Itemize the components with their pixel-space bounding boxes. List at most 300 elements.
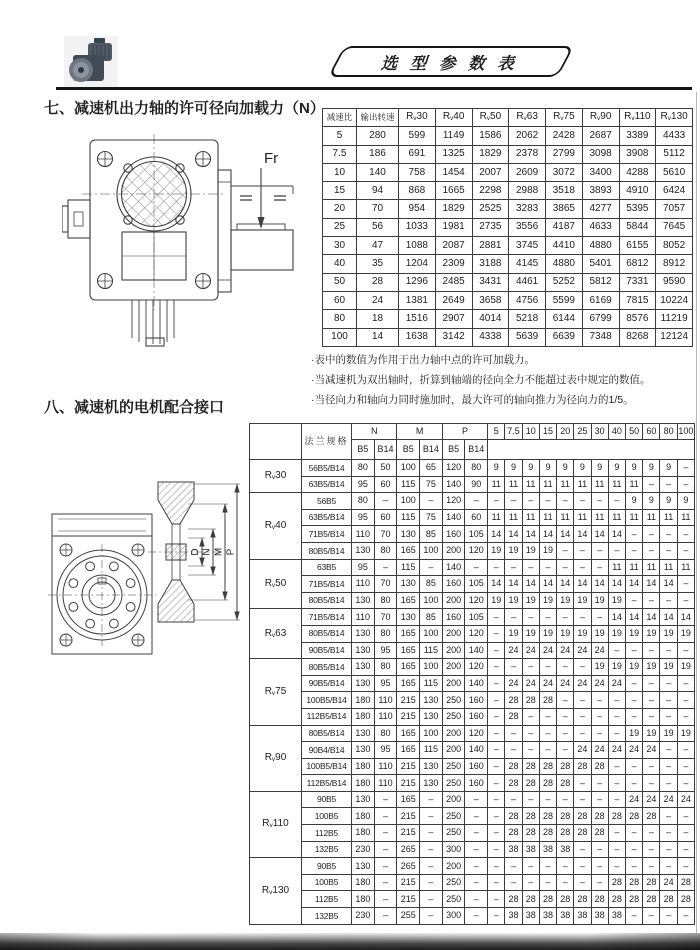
dim-cell: 140 xyxy=(465,742,488,759)
ratio-cell: 24 xyxy=(522,642,539,659)
cell: 3908 xyxy=(619,145,656,163)
dim-cell: – xyxy=(420,791,443,808)
dim-cell: – xyxy=(465,493,488,510)
cell: 1033 xyxy=(399,218,436,236)
ratio-cell: – xyxy=(677,708,694,725)
dim-cell: 80 xyxy=(352,460,375,477)
ratio-cell: – xyxy=(488,874,505,891)
ratio-cell: 38 xyxy=(522,841,539,858)
ratio-cell: 24 xyxy=(626,742,643,759)
dim-cell: – xyxy=(420,908,443,925)
ratio-cell: 28 xyxy=(505,692,522,709)
ratio-cell: – xyxy=(677,841,694,858)
ratio-cell: 28 xyxy=(626,891,643,908)
ratio-cell: 24 xyxy=(626,791,643,808)
dim-cell: 80 xyxy=(374,625,397,642)
gearbox-side-view xyxy=(48,482,240,654)
ratio-cell: – xyxy=(677,460,694,477)
dim-cell: 165 xyxy=(397,592,420,609)
dim-cell: 130 xyxy=(352,791,375,808)
model-cell: Rv50 xyxy=(250,559,302,609)
ratio-cell: – xyxy=(539,659,556,676)
ratio-cell: – xyxy=(505,791,522,808)
ratio-cell: – xyxy=(574,542,591,559)
flange-cell: 100B5 xyxy=(302,874,352,891)
header-rule xyxy=(56,87,692,90)
notes-block xyxy=(311,350,651,410)
cell: 60 xyxy=(323,291,357,309)
dim-cell: – xyxy=(465,874,488,891)
dim-cell: 120 xyxy=(442,460,465,477)
ratio-cell: – xyxy=(522,659,539,676)
cell: 6639 xyxy=(546,328,583,346)
ratio-cell: – xyxy=(660,841,677,858)
dim-cell: 130 xyxy=(420,692,443,709)
ratio-cell: 14 xyxy=(626,609,643,626)
ratio-cell: 9 xyxy=(591,460,608,477)
dim-cell: 130 xyxy=(420,758,443,775)
cell: 3893 xyxy=(582,182,619,200)
ratio-cell: 19 xyxy=(539,542,556,559)
ratio-cell: – xyxy=(660,758,677,775)
dim-cell: 70 xyxy=(374,576,397,593)
dim-cell: 140 xyxy=(442,509,465,526)
ratio-cell: 24 xyxy=(574,675,591,692)
ratio-cell: 28 xyxy=(574,758,591,775)
model-subscript: v xyxy=(560,115,564,123)
force-label: Fr xyxy=(264,150,279,167)
ratio-cell: – xyxy=(539,609,556,626)
ratio-cell: – xyxy=(591,559,608,576)
table-row xyxy=(250,526,695,543)
ratio-cell: 19 xyxy=(677,725,694,742)
ratio-cell: – xyxy=(643,908,660,925)
cell: 3283 xyxy=(509,200,546,218)
ratio-cell: – xyxy=(591,775,608,792)
ratio-cell: 28 xyxy=(574,891,591,908)
dim-cell: 160 xyxy=(442,609,465,626)
table-row xyxy=(323,182,693,200)
cell: 3188 xyxy=(472,255,509,273)
flange-cell: 80B5/B14 xyxy=(302,592,352,609)
ratio-cell: 9 xyxy=(608,460,625,477)
ratio-cell: 19 xyxy=(608,625,625,642)
ratio-cell: – xyxy=(488,708,505,725)
table-row xyxy=(250,493,695,510)
model-subscript: v xyxy=(450,115,454,123)
ratio-cell: 28 xyxy=(608,874,625,891)
ratio-cell: – xyxy=(505,659,522,676)
ratio-cell: 38 xyxy=(557,908,574,925)
cell: 2309 xyxy=(435,255,472,273)
cell: 56 xyxy=(357,218,399,236)
ratio-header: 100 xyxy=(677,424,694,440)
dim-cell: 85 xyxy=(420,609,443,626)
ratio-cell: – xyxy=(626,858,643,875)
cell: 1981 xyxy=(435,218,472,236)
dim-cell: 95 xyxy=(374,675,397,692)
ratio-cell: – xyxy=(591,692,608,709)
mount-subheader: B5 xyxy=(397,440,420,460)
ratio-cell: 28 xyxy=(522,775,539,792)
ratio-cell: 11 xyxy=(574,476,591,493)
table-row xyxy=(250,476,695,493)
column-header: Rv63 xyxy=(509,109,546,127)
mount-subheader: B14 xyxy=(420,440,443,460)
cell: 2609 xyxy=(509,163,546,181)
ratio-cell: – xyxy=(488,825,505,842)
flange-cell: 100B5 xyxy=(302,808,352,825)
cell: 10 xyxy=(323,163,357,181)
ratio-cell: 11 xyxy=(643,559,660,576)
gearbox-front-view xyxy=(62,134,293,346)
dim-cell: 200 xyxy=(442,592,465,609)
dim-cell: 160 xyxy=(465,692,488,709)
table-row xyxy=(250,692,695,709)
ratio-cell: – xyxy=(677,476,694,493)
cell: 1829 xyxy=(472,145,509,163)
dim-cell: – xyxy=(465,908,488,925)
ratio-cell: 28 xyxy=(505,775,522,792)
ratio-cell: – xyxy=(488,858,505,875)
cell: 1381 xyxy=(399,291,436,309)
ratio-cell: – xyxy=(488,642,505,659)
ratio-cell: – xyxy=(488,775,505,792)
ratio-cell: 19 xyxy=(522,592,539,609)
ratio-cell: 24 xyxy=(539,642,556,659)
ratio-cell: 9 xyxy=(488,460,505,477)
ratio-cell: – xyxy=(591,791,608,808)
cell: 35 xyxy=(357,255,399,273)
ratio-cell: 24 xyxy=(522,675,539,692)
ratio-cell: 28 xyxy=(626,808,643,825)
radial-load-table xyxy=(322,108,693,347)
ratio-cell: – xyxy=(557,542,574,559)
ratio-cell: 11 xyxy=(643,509,660,526)
dim-cell: 200 xyxy=(442,675,465,692)
ratio-cell: 11 xyxy=(677,559,694,576)
ratio-cell: 38 xyxy=(522,908,539,925)
ratio-header: 5 xyxy=(488,424,505,440)
cell: 280 xyxy=(357,127,399,145)
column-header: 减速比 xyxy=(323,109,357,127)
ratio-cell: – xyxy=(608,841,625,858)
ratio-cell: – xyxy=(660,742,677,759)
ratio-cell: 28 xyxy=(522,692,539,709)
dim-cell: 180 xyxy=(352,891,375,908)
dim-cell: 160 xyxy=(442,576,465,593)
ratio-cell: – xyxy=(557,692,574,709)
dim-cell: 160 xyxy=(465,758,488,775)
ratio-cell: 14 xyxy=(557,526,574,543)
dim-cell: 110 xyxy=(352,526,375,543)
table-row xyxy=(323,200,693,218)
column-header: Rv40 xyxy=(435,109,472,127)
cell: 4880 xyxy=(582,237,619,255)
ratio-cell: 28 xyxy=(608,891,625,908)
ratio-cell: – xyxy=(574,692,591,709)
dim-cell: 50 xyxy=(374,460,397,477)
table-row xyxy=(250,742,695,759)
model-subscript: v xyxy=(269,822,273,830)
ratio-cell: 24 xyxy=(677,791,694,808)
cell: 4433 xyxy=(656,127,693,145)
dim-cell: 215 xyxy=(397,775,420,792)
ratio-cell: – xyxy=(557,493,574,510)
ratio-cell: 28 xyxy=(660,891,677,908)
dim-cell: 130 xyxy=(352,675,375,692)
section8-title: 八、减速机的电机配合接口 xyxy=(44,399,225,416)
ratio-cell: 19 xyxy=(574,625,591,642)
ratio-cell: – xyxy=(574,609,591,626)
ratio-cell: 28 xyxy=(557,775,574,792)
model-subscript: v xyxy=(271,523,276,531)
ratio-cell: 14 xyxy=(539,576,556,593)
ratio-header: 50 xyxy=(626,424,643,440)
ratio-cell: – xyxy=(608,825,625,842)
cell: 25 xyxy=(323,218,357,236)
dim-cell: 200 xyxy=(442,858,465,875)
dim-cell: – xyxy=(465,808,488,825)
dim-cell: – xyxy=(374,559,397,576)
cell: 47 xyxy=(357,237,399,255)
dim-cell: 215 xyxy=(397,708,420,725)
cell: 4410 xyxy=(546,237,583,255)
dim-cell: 60 xyxy=(374,509,397,526)
ratio-cell: 9 xyxy=(660,460,677,477)
ratio-cell: – xyxy=(677,742,694,759)
cell: 1325 xyxy=(435,145,472,163)
ratio-cell: 11 xyxy=(626,559,643,576)
ratio-cell: – xyxy=(505,858,522,875)
table-row xyxy=(250,460,695,477)
cell: 5844 xyxy=(619,218,656,236)
ratio-cell: – xyxy=(505,725,522,742)
dim-cell: 110 xyxy=(374,692,397,709)
dim-cell: 215 xyxy=(397,825,420,842)
radial-load-drawing xyxy=(62,112,320,350)
ratio-cell: – xyxy=(539,725,556,742)
ratio-cell: 24 xyxy=(505,642,522,659)
dim-cell: – xyxy=(374,493,397,510)
section7-title: 七、减速机出力轴的许可径向加载力（N） xyxy=(44,100,325,117)
dim-cell: 130 xyxy=(352,742,375,759)
dim-cell: 140 xyxy=(442,476,465,493)
cell: 691 xyxy=(399,145,436,163)
ratio-cell: 11 xyxy=(677,509,694,526)
ratio-cell: – xyxy=(574,559,591,576)
table-row xyxy=(250,891,695,908)
cell: 4756 xyxy=(509,291,546,309)
table-row xyxy=(250,808,695,825)
model-cell: Rv75 xyxy=(250,659,302,725)
ratio-cell: 24 xyxy=(591,742,608,759)
cell: 2525 xyxy=(472,200,509,218)
ratio-cell: – xyxy=(608,791,625,808)
cell: 6424 xyxy=(656,182,693,200)
dim-cell: 80 xyxy=(374,725,397,742)
cell: 5218 xyxy=(509,310,546,328)
ratio-cell: – xyxy=(488,659,505,676)
ratio-cell: 19 xyxy=(626,625,643,642)
ratio-cell: 14 xyxy=(660,609,677,626)
ratio-cell: 19 xyxy=(574,592,591,609)
ratio-cell: – xyxy=(522,708,539,725)
mount-subheader: B14 xyxy=(374,440,397,460)
dim-cell: 105 xyxy=(465,609,488,626)
table-row xyxy=(323,273,693,291)
dim-cell: – xyxy=(465,841,488,858)
dim-cell: 60 xyxy=(374,476,397,493)
dim-cell: 215 xyxy=(397,874,420,891)
dim-cell: 130 xyxy=(352,592,375,609)
ratio-cell: 28 xyxy=(557,891,574,908)
cell: 3518 xyxy=(546,182,583,200)
dim-cell: 265 xyxy=(397,858,420,875)
ratio-cell: – xyxy=(643,526,660,543)
cell: 8912 xyxy=(656,255,693,273)
ratio-cell: 19 xyxy=(488,542,505,559)
dim-cell: 165 xyxy=(397,642,420,659)
flange-cell: 90B5 xyxy=(302,858,352,875)
ratio-cell: 14 xyxy=(626,576,643,593)
dim-cell: 100 xyxy=(397,460,420,477)
ratio-cell: – xyxy=(626,692,643,709)
ratio-cell: – xyxy=(557,609,574,626)
ratio-header: 30 xyxy=(591,424,608,440)
ratio-cell: – xyxy=(522,609,539,626)
cell: 5 xyxy=(323,127,357,145)
table-row xyxy=(250,576,695,593)
cell: 1516 xyxy=(399,310,436,328)
dim-cell: 110 xyxy=(352,576,375,593)
ratio-cell: – xyxy=(574,858,591,875)
dim-cell: – xyxy=(374,841,397,858)
dim-cell: 180 xyxy=(352,808,375,825)
ratio-cell: – xyxy=(643,825,660,842)
cell: 1829 xyxy=(435,200,472,218)
ratio-cell: 28 xyxy=(643,808,660,825)
cell: 2649 xyxy=(435,291,472,309)
ratio-cell: – xyxy=(643,758,660,775)
dim-cell: 100 xyxy=(397,493,420,510)
table-row xyxy=(250,758,695,775)
ratio-cell: 14 xyxy=(643,576,660,593)
dim-cell: 115 xyxy=(397,559,420,576)
model-subscript: v xyxy=(597,115,601,123)
cell: 100 xyxy=(323,328,357,346)
dim-cell: 115 xyxy=(420,642,443,659)
ratio-cell: – xyxy=(591,858,608,875)
ratio-cell: 24 xyxy=(557,675,574,692)
dim-cell: 105 xyxy=(465,526,488,543)
ratio-cell: 9 xyxy=(660,493,677,510)
cell: 954 xyxy=(399,200,436,218)
dim-cell: 100 xyxy=(420,659,443,676)
dim-cell: 160 xyxy=(442,526,465,543)
cell: 3745 xyxy=(509,237,546,255)
radial-load-head-row xyxy=(323,109,693,127)
dim-cell: 200 xyxy=(442,625,465,642)
ratio-cell: – xyxy=(522,559,539,576)
cell: 4014 xyxy=(472,310,509,328)
ratio-cell: 24 xyxy=(557,642,574,659)
ratio-cell: 19 xyxy=(505,542,522,559)
ratio-cell: 28 xyxy=(591,808,608,825)
dim-cell: 250 xyxy=(442,874,465,891)
dim-cell: 100 xyxy=(420,625,443,642)
cell: 2378 xyxy=(509,145,546,163)
ratio-cell: – xyxy=(660,858,677,875)
dim-cell: 130 xyxy=(352,858,375,875)
cell: 599 xyxy=(399,127,436,145)
ratio-cell: – xyxy=(488,609,505,626)
ratio-cell: – xyxy=(677,526,694,543)
dim-cell: 130 xyxy=(352,659,375,676)
ratio-cell: – xyxy=(488,692,505,709)
ratio-cell: – xyxy=(557,742,574,759)
ratio-cell: – xyxy=(626,708,643,725)
flange-cell: 80B5/B14 xyxy=(302,542,352,559)
ratio-cell: – xyxy=(591,841,608,858)
cell: 10224 xyxy=(656,291,693,309)
dim-cell: 80 xyxy=(465,460,488,477)
page-edge-bottom xyxy=(0,933,700,950)
ratio-cell: 38 xyxy=(574,908,591,925)
table-row xyxy=(250,642,695,659)
ratio-cell: 28 xyxy=(539,825,556,842)
model-subscript: v xyxy=(271,473,276,481)
ratio-cell: – xyxy=(677,692,694,709)
flange-cell: 80B5/B14 xyxy=(302,725,352,742)
ratio-cell: 9 xyxy=(574,460,591,477)
table-row xyxy=(250,559,695,576)
ratio-cell: – xyxy=(660,775,677,792)
table-row xyxy=(250,841,695,858)
dim-cell: 110 xyxy=(352,609,375,626)
dim-cell: 250 xyxy=(442,692,465,709)
ratio-cell: 38 xyxy=(539,908,556,925)
ratio-cell: – xyxy=(591,874,608,891)
cell: 5639 xyxy=(509,328,546,346)
flange-cell: 71B5/B14 xyxy=(302,576,352,593)
ratio-cell: 24 xyxy=(608,742,625,759)
flange-cell: 80B5/B14 xyxy=(302,625,352,642)
radial-load-body xyxy=(323,127,693,347)
dim-cell: 100 xyxy=(420,725,443,742)
ratio-cell: – xyxy=(557,858,574,875)
cell: 15 xyxy=(323,182,357,200)
ratio-cell: 11 xyxy=(608,509,625,526)
table-row xyxy=(250,725,695,742)
ratio-cell: 28 xyxy=(539,808,556,825)
ratio-cell: 11 xyxy=(539,476,556,493)
ratio-cell: 28 xyxy=(522,758,539,775)
ratio-cell: – xyxy=(677,675,694,692)
dim-cell: 80 xyxy=(374,659,397,676)
cell: 4461 xyxy=(509,273,546,291)
model-subscript: v xyxy=(269,888,273,896)
cell: 3072 xyxy=(546,163,583,181)
motor-interface-table xyxy=(249,423,695,925)
dim-cell: – xyxy=(420,858,443,875)
page-banner xyxy=(328,46,574,77)
model-cell: Rv40 xyxy=(250,493,302,559)
cell: 186 xyxy=(357,145,399,163)
ratio-cell: 14 xyxy=(522,526,539,543)
mount-subheader: B5 xyxy=(352,440,375,460)
ratio-cell: 19 xyxy=(557,592,574,609)
